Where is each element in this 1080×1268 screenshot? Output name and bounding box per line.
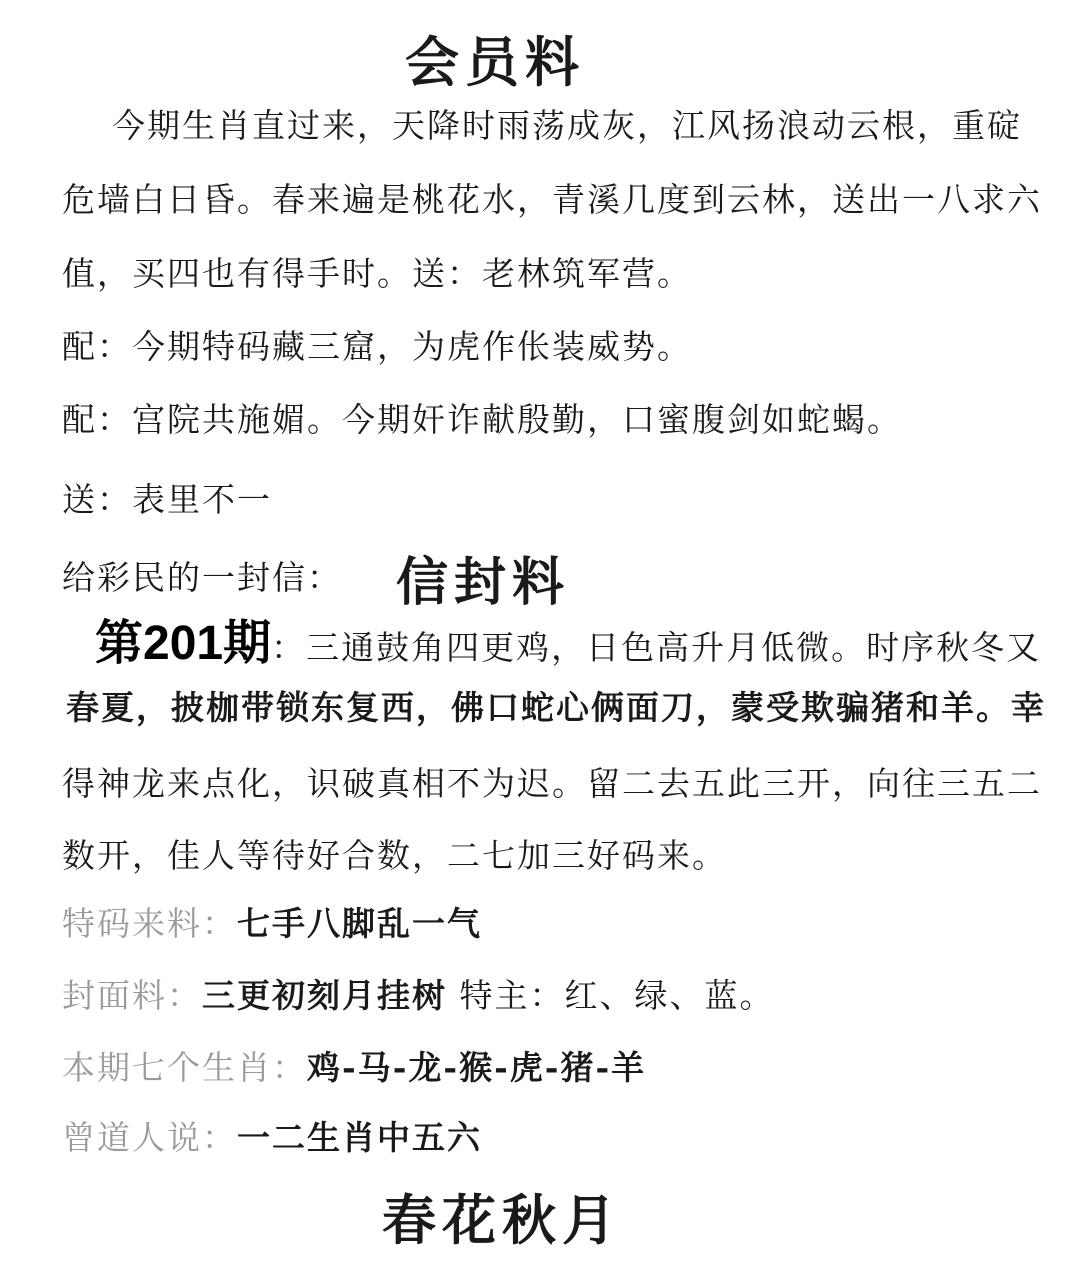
issue-line-4: 数开，佳人等待好合数，二七加三好码来。 (62, 836, 727, 875)
issue-label: 第201期 (95, 617, 272, 670)
pei-line-2 (62, 398, 1050, 442)
letter-title: 信封料 (396, 552, 571, 613)
fengmian-extra: 特主：红、绿、蓝。 (459, 976, 775, 1015)
issue-line-2: 春夏，披枷带锁东复西，佛口蛇心俩面刀，蒙受欺骗猪和羊。幸 (66, 688, 1046, 727)
pei-label: 配： (62, 327, 132, 366)
taoist-line (62, 1116, 1050, 1160)
song-line (62, 478, 1050, 522)
song-label: 送： (62, 480, 132, 519)
member-line-3: 值，买四也有得手时。送：老林筑军营。 (62, 254, 692, 293)
fengmian-line (62, 974, 1050, 1018)
footer-title: 春花秋月 (382, 1188, 622, 1252)
song-text: 表里不一 (132, 480, 272, 519)
pei-line-1 (62, 325, 1050, 369)
taoist-label: 曾道人说： (62, 1118, 237, 1157)
fengmian-text: 三更初刻月挂树 (202, 976, 447, 1015)
tema-text: 七手八脚乱一气 (237, 904, 482, 943)
issue-text: ：三通鼓角四更鸡，日色高升月低微。时序秋冬又 (271, 628, 1042, 667)
member-line-2: 危墙白日昏。春来遍是桃花水，青溪几度到云林，送出一八求六 (62, 180, 1042, 219)
pei-text: 今期特码藏三窟，为虎作伥装威势。 (132, 327, 692, 366)
header-title: 会员料 (405, 30, 585, 94)
seven-text: 鸡-马-龙-猴-虎-猪-羊 (307, 1048, 647, 1087)
seven-label: 本期七个生肖： (62, 1048, 307, 1087)
issue-line-3: 得神龙来点化，识破真相不为迟。留二去五此三开，向往三五二 (62, 764, 1042, 803)
fengmian-label: 封面料： (62, 976, 202, 1015)
pei-label: 配： (62, 400, 132, 439)
issue-line (95, 617, 1050, 670)
member-line-1: 今期生肖直过来，天降时雨荡成灰，江风扬浪动云根，重碇 (112, 106, 1022, 145)
tema-label: 特码来料： (62, 904, 237, 943)
pei-text: 宫院共施媚。今期奸诈献殷勤，口蜜腹剑如蛇蝎。 (132, 400, 902, 439)
tema-line (62, 902, 1050, 946)
seven-line (62, 1046, 1050, 1090)
letter-intro: 给彩民的一封信： (62, 558, 342, 597)
taoist-text: 一二生肖中五六 (237, 1118, 482, 1157)
